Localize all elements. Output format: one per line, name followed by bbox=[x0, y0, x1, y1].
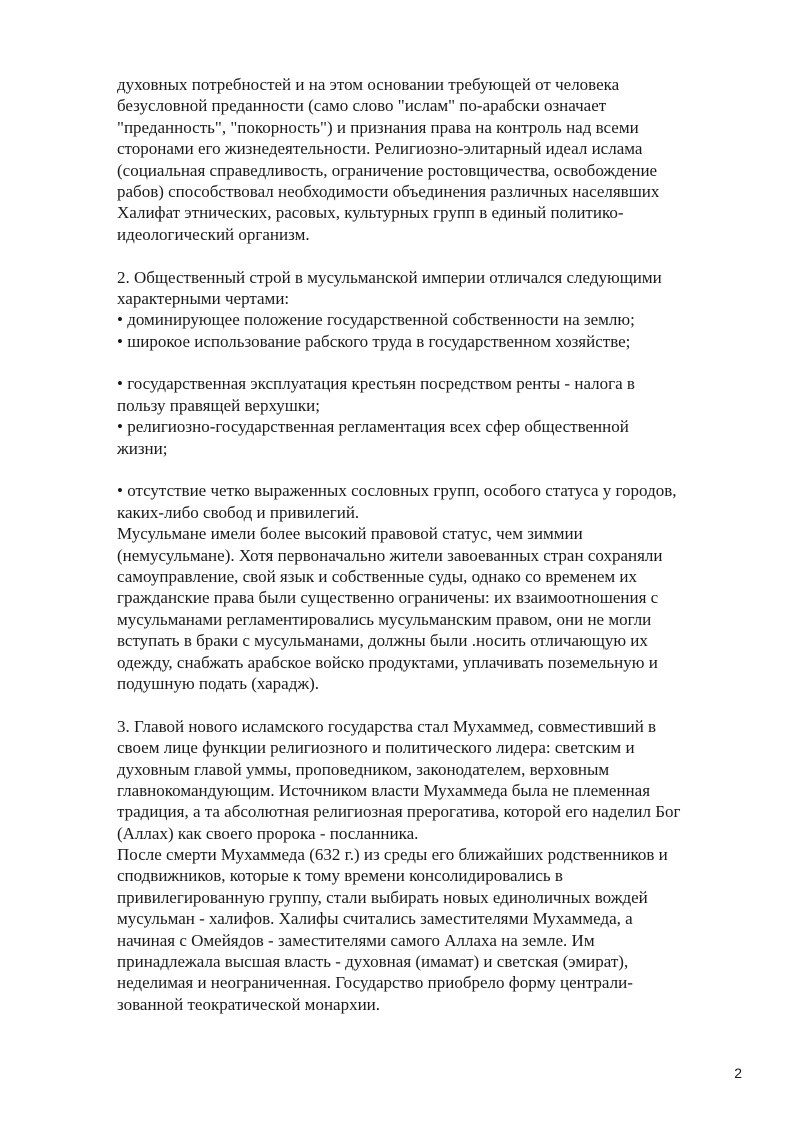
text-line: 2. Общественный строй в мусульманской империи отличался следующими bbox=[117, 267, 662, 287]
text-line: принадлежала высшая власть - духовная (имамат) и светская (эмират), bbox=[117, 952, 629, 972]
paragraph-gap bbox=[117, 694, 747, 715]
text-line: Мусульмане имели более высокий правовой статус, чем зиммии bbox=[117, 524, 583, 544]
text-line: характерными чертами: bbox=[117, 288, 290, 308]
text-line: гражданские права были существенно ограничены: их взаимоотношения с bbox=[117, 588, 659, 608]
text-line: подушную подать (харадж). bbox=[117, 673, 320, 693]
paragraph-gap bbox=[117, 245, 747, 266]
bullet-item: • доминирующее положение государственной собственности на землю; bbox=[117, 310, 635, 330]
bullet-item: • религиозно-государственная регламентация всех сфер общественной bbox=[117, 417, 629, 437]
text-line: 3. Главой нового исламского государства стал Мухаммед, совместивший в bbox=[117, 716, 657, 736]
text-line: духовным главой уммы, проповедником, законодателем, верховным bbox=[117, 759, 610, 779]
text-line: главнокомандующим. Источником власти Мухаммеда была не племенная bbox=[117, 780, 651, 800]
text-line: пользу правящей верхушки; bbox=[117, 395, 320, 415]
text-line: неделимая и неограниченная. Государство приобрело форму централи- bbox=[117, 973, 633, 993]
text-line: вступать в браки с мусульманами, должны были .носить отличающую их bbox=[117, 631, 648, 651]
bullet-item: • государственная эксплуатация крестьян посредством ренты - налога в bbox=[117, 374, 635, 394]
text-line: самоуправление, свой язык и собственные суды, однако со временем их bbox=[117, 566, 637, 586]
paragraph-religious-ideal bbox=[117, 74, 747, 245]
section-2-bullets-b bbox=[117, 480, 747, 694]
page-number: 2 bbox=[734, 1065, 742, 1081]
section-2-social-structure bbox=[117, 267, 747, 353]
text-line: (социальная справедливость, ограничение ростовщичества, освобождение bbox=[117, 160, 658, 180]
text-line: традиция, а та абсолютная религиозная прерогатива, которой его наделил Бог bbox=[117, 802, 681, 822]
text-line: сподвижников, которые к тому времени консолидировались в bbox=[117, 866, 563, 886]
text-line: рабов) способствовал необходимости объединения различных населявших bbox=[117, 181, 660, 201]
bullet-item: • широкое использование рабского труда в государственном хозяйстве; bbox=[117, 331, 631, 351]
paragraph-gap bbox=[117, 352, 747, 373]
text-line: зованной теократической монархии. bbox=[117, 994, 381, 1014]
text-line: мусульман - халифов. Халифы считались заместителями Мухаммеда, а bbox=[117, 909, 633, 929]
text-line: После смерти Мухаммеда (632 г.) из среды его ближайших родственников и bbox=[117, 845, 668, 865]
text-line: духовных потребностей и на этом основании требующей от человека bbox=[117, 75, 620, 94]
paragraph-gap bbox=[117, 459, 747, 480]
text-line: каких-либо свобод и привилегий. bbox=[117, 502, 360, 522]
text-line: своем лице функции религиозного и политического лидера: светским и bbox=[117, 738, 635, 758]
text-line: Халифат этнических, расовых, культурных групп в единый политико- bbox=[117, 203, 624, 223]
text-line: жизни; bbox=[117, 438, 168, 458]
text-line: (немусульмане). Хотя первоначально жители завоеванных стран сохраняли bbox=[117, 545, 663, 565]
page-content bbox=[117, 74, 747, 1015]
section-3-state-head bbox=[117, 716, 747, 1015]
text-line: идеологический организм. bbox=[117, 224, 310, 244]
text-line: (Аллах) как своего пророка - посланника. bbox=[117, 823, 419, 843]
text-line: безусловной преданности (само слово "ислам" по-арабски означает bbox=[117, 96, 607, 116]
text-line: мусульманами регламентировались мусульманским правом, они не могли bbox=[117, 609, 652, 629]
section-2-bullets-a bbox=[117, 373, 747, 459]
bullet-item: • отсутствие четко выраженных сословных групп, особого статуса у городов, bbox=[117, 481, 677, 501]
text-line: сторонами его жизнедеятельности. Религиозно-элитарный идеал ислама bbox=[117, 139, 643, 159]
text-line: "преданность", "покорность") и признания права на контроль над всеми bbox=[117, 117, 639, 137]
text-line: начиная с Омейядов - заместителями самого Аллаха на земле. Им bbox=[117, 930, 595, 950]
text-line: привилегированную группу, стали выбирать новых единоличных вождей bbox=[117, 887, 648, 907]
text-line: одежду, снабжать арабское войско продуктами, уплачивать поземельную и bbox=[117, 652, 658, 672]
